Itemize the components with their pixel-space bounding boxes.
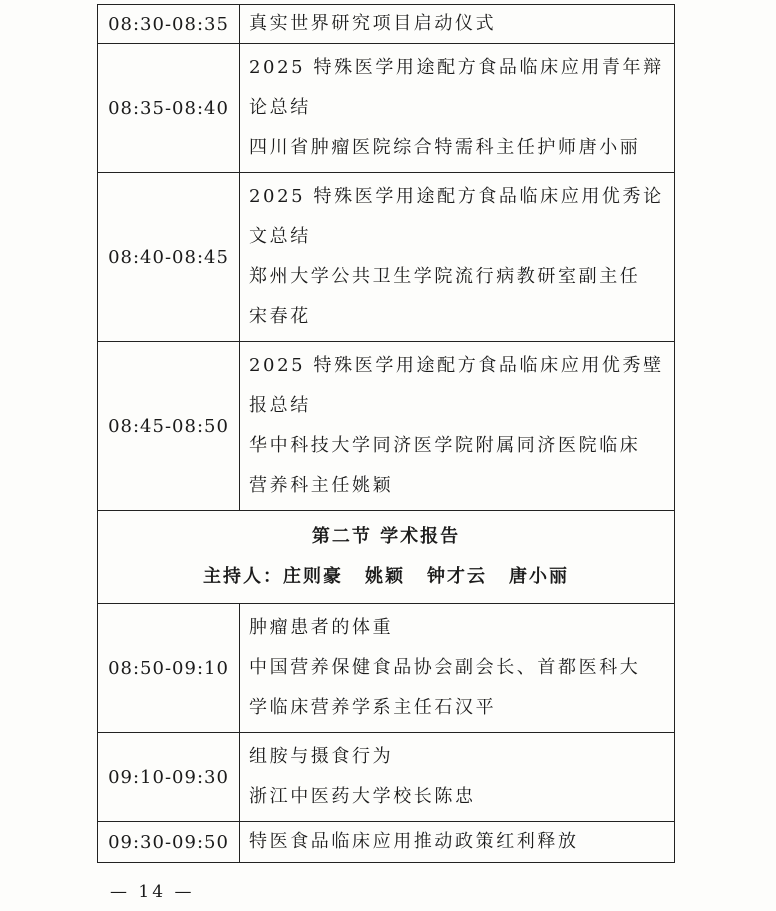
content-line: 四川省肿瘤医院综合特需科主任护师唐小丽: [249, 137, 641, 158]
time-cell: 08:30-08:35: [98, 5, 240, 44]
content-line: 2025 特殊医学用途配方食品临床应用青年辩: [249, 57, 664, 78]
schedule-row: [98, 604, 675, 733]
section-title: 第二节 学术报告: [311, 526, 461, 547]
time-cell: 08:45-08:50: [98, 342, 240, 511]
section-hosts: [98, 557, 674, 597]
schedule-row: [98, 733, 675, 822]
time-cell: 08:40-08:45: [98, 173, 240, 342]
content-line: 特医食品临床应用推动政策红利释放: [249, 831, 579, 852]
content-cell: [240, 44, 675, 173]
content-cell: [240, 173, 675, 342]
content-line: 2025 特殊医学用途配方食品临床应用优秀论: [249, 186, 664, 207]
content-line: 2025 特殊医学用途配方食品临床应用优秀壁: [249, 355, 664, 376]
content-line: 报总结: [249, 395, 311, 416]
content-cell: [240, 604, 675, 733]
page-number: — 14 —: [110, 882, 195, 902]
time-cell: 09:10-09:30: [98, 733, 240, 822]
schedule-row: [98, 822, 675, 863]
content-cell: [240, 5, 675, 44]
time-cell: 08:50-09:10: [98, 604, 240, 733]
host-name: 姚颖: [365, 566, 405, 587]
schedule-row: [98, 5, 675, 44]
content-line: 真实世界研究项目启动仪式: [249, 13, 497, 34]
schedule-row: [98, 342, 675, 511]
content-cell: [240, 822, 675, 863]
content-line: 肿瘤患者的体重: [249, 617, 394, 638]
content-line: 华中科技大学同济医学院附属同济医院临床: [249, 435, 641, 456]
content-line: 浙江中医药大学校长陈忠: [249, 786, 476, 807]
content-line: 营养科主任姚颖: [249, 475, 394, 496]
content-line: 组胺与摄食行为: [249, 746, 394, 767]
time-cell: 08:35-08:40: [98, 44, 240, 173]
content-cell: [240, 733, 675, 822]
section-header-row: [98, 511, 675, 604]
hosts-label: 主持人：: [203, 566, 283, 587]
section-header-cell: [98, 511, 675, 604]
content-line: 论总结: [249, 97, 311, 118]
content-cell: [240, 342, 675, 511]
schedule-table: [97, 4, 675, 863]
content-line: 宋春花: [249, 306, 311, 327]
content-line: 学临床营养学系主任石汉平: [249, 697, 497, 718]
schedule-row: [98, 44, 675, 173]
host-name: 唐小丽: [509, 566, 569, 587]
host-name: 庄则豪: [283, 566, 343, 587]
host-name: 钟才云: [427, 566, 487, 587]
time-cell: 09:30-09:50: [98, 822, 240, 863]
schedule-row: [98, 173, 675, 342]
content-line: 郑州大学公共卫生学院流行病教研室副主任: [249, 266, 641, 287]
content-line: 中国营养保健食品协会副会长、首都医科大: [249, 657, 641, 678]
content-line: 文总结: [249, 226, 311, 247]
